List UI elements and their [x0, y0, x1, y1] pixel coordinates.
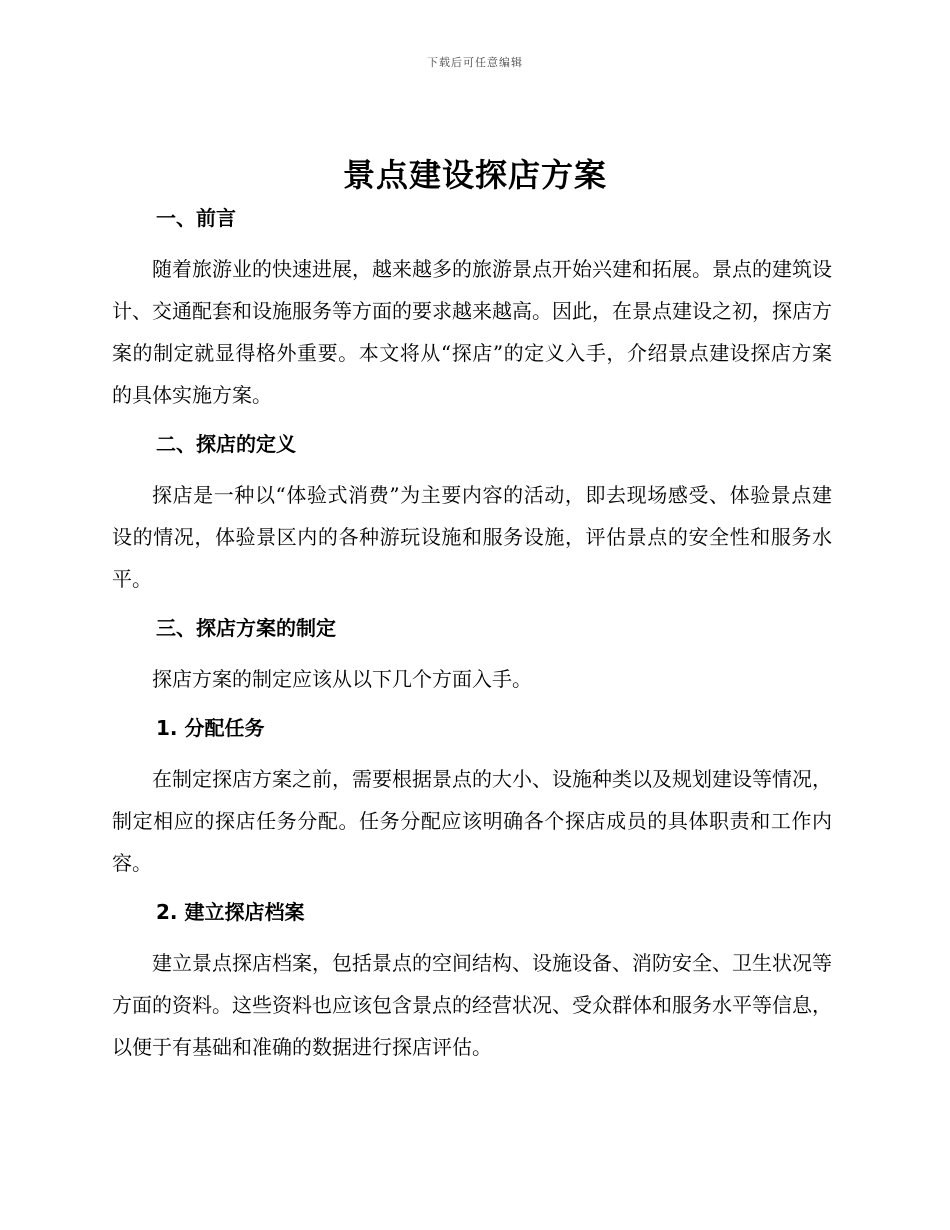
section-paragraph-archive: 建立景点探店档案，包括景点的空间结构、设施设备、消防安全、卫生状况等方面的资料。这些资料也应该包含景点的经营状况、受众群体和服务水平等信息，以便于有基础和准确的数据进行探店评估。 — [112, 951, 832, 1059]
section-paragraph-assign-tasks: 在制定探店方案之前，需要根据景点的大小、设施种类以及规划建设等情况，制定相应的探店任务分配。任务分配应该明确各个探店成员的具体职责和工作内容。 — [112, 767, 832, 875]
document-body — [112, 198, 832, 1080]
section-heading-plan: 三、探店方案的制定 — [156, 616, 336, 640]
section-paragraph-preface: 随着旅游业的快速进展，越来越多的旅游景点开始兴建和拓展。景点的建筑设计、交通配套和设施服务等方面的要求越来越高。因此，在景点建设之初，探店方案的制定就显得格外重要。本文将从“探店”的定义入手，介绍景点建设探店方案的具体实施方案。 — [112, 257, 832, 407]
section-heading-archive: 2. 建立探店档案 — [156, 900, 305, 924]
section-heading-definition: 二、探店的定义 — [156, 432, 296, 456]
section-heading-preface: 一、前言 — [156, 206, 236, 230]
header-note: 下载后可任意编辑 — [427, 56, 523, 69]
section-paragraph-plan: 探店方案的制定应该从以下几个方面入手。 — [152, 667, 532, 691]
section-heading-assign-tasks: 1. 分配任务 — [156, 716, 265, 740]
document-title: 景点建设探店方案 — [342, 156, 607, 194]
section-paragraph-definition: 探店是一种以“体验式消费”为主要内容的活动，即去现场感受、体验景点建设的情况，体验景区内的各种游玩设施和服务设施，评估景点的安全性和服务水平。 — [112, 483, 832, 591]
